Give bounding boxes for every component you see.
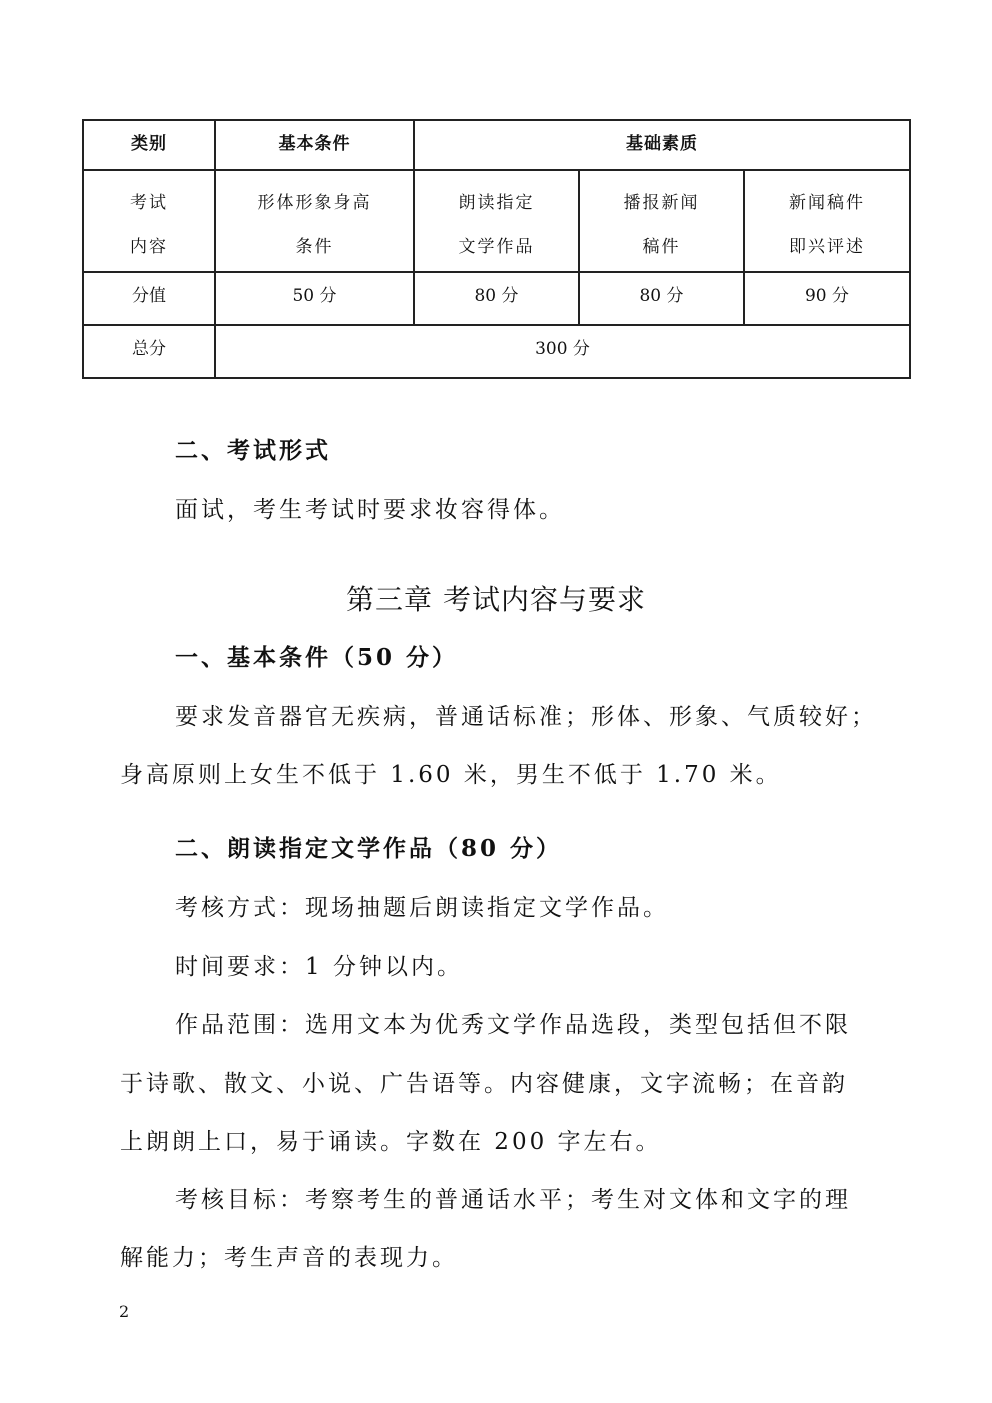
content-label-cell: [83, 170, 215, 272]
content-cell-line2: 稿件: [642, 237, 681, 257]
content-cell-physique: [215, 170, 414, 272]
header-basic-conditions: 基本条件: [215, 120, 414, 170]
paragraph-line: 考核目标：考察考生的普通话水平；考生对文体和文字的理: [175, 1187, 851, 1213]
paragraph-line: 考核方式：现场抽题后朗读指定文学作品。: [175, 895, 669, 921]
table-content-row: [83, 170, 910, 272]
score-cell: 80 分: [579, 272, 744, 325]
content-cell-line1: 形体形象身高: [257, 193, 372, 213]
score-label: 分值: [83, 272, 215, 325]
table-header-row: [83, 120, 910, 170]
content-cell-line1: 播报新闻: [623, 193, 700, 213]
section-heading-reading: 二、朗读指定文学作品（80 分）: [175, 835, 563, 862]
paragraph-line: 时间要求：1 分钟以内。: [175, 954, 463, 980]
content-cell-reading: [414, 170, 579, 272]
score-cell: 50 分: [215, 272, 414, 325]
content-label-line1: 考试: [130, 193, 168, 213]
score-cell: 80 分: [414, 272, 579, 325]
paragraph-line: 上朗朗上口，易于诵读。字数在 200 字左右。: [120, 1129, 662, 1155]
content-cell-line2: 即兴评述: [789, 237, 866, 257]
paragraph-line: 作品范围：选用文本为优秀文学作品选段，类型包括但不限: [175, 1012, 851, 1038]
score-cell: 90 分: [744, 272, 910, 325]
section-heading-basic-conditions: 一、基本条件（50 分）: [175, 644, 459, 671]
chapter-title: 第三章 考试内容与要求: [346, 583, 646, 616]
content-cell-line2: 条件: [295, 237, 334, 257]
score-table: [82, 119, 911, 379]
paragraph-line: 要求发音器官无疾病，普通话标准；形体、形象、气质较好；: [175, 704, 877, 730]
header-foundation-quality: 基础素质: [414, 120, 910, 170]
paragraph-exam-format: 面试，考生考试时要求妆容得体。: [175, 497, 565, 523]
content-cell-line2: 文学作品: [458, 237, 535, 257]
total-value: 300 分: [215, 325, 910, 378]
section-heading-exam-format: 二、考试形式: [175, 437, 331, 464]
paragraph-line: 身高原则上女生不低于 1.60 米，男生不低于 1.70 米。: [120, 762, 782, 788]
content-cell-line1: 新闻稿件: [789, 193, 866, 213]
table-score-row: [83, 272, 910, 325]
content-cell-line1: 朗读指定: [458, 193, 535, 213]
content-cell-commentary: [744, 170, 910, 272]
paragraph-line: 于诗歌、散文、小说、广告语等。内容健康，文字流畅；在音韵: [120, 1071, 848, 1097]
header-category: 类别: [83, 120, 215, 170]
table-total-row: [83, 325, 910, 378]
page-number: 2: [119, 1302, 130, 1321]
content-label-line2: 内容: [130, 237, 168, 257]
content-cell-news-broadcast: [579, 170, 744, 272]
paragraph-line: 解能力；考生声音的表现力。: [120, 1245, 458, 1271]
total-label: 总分: [83, 325, 215, 378]
